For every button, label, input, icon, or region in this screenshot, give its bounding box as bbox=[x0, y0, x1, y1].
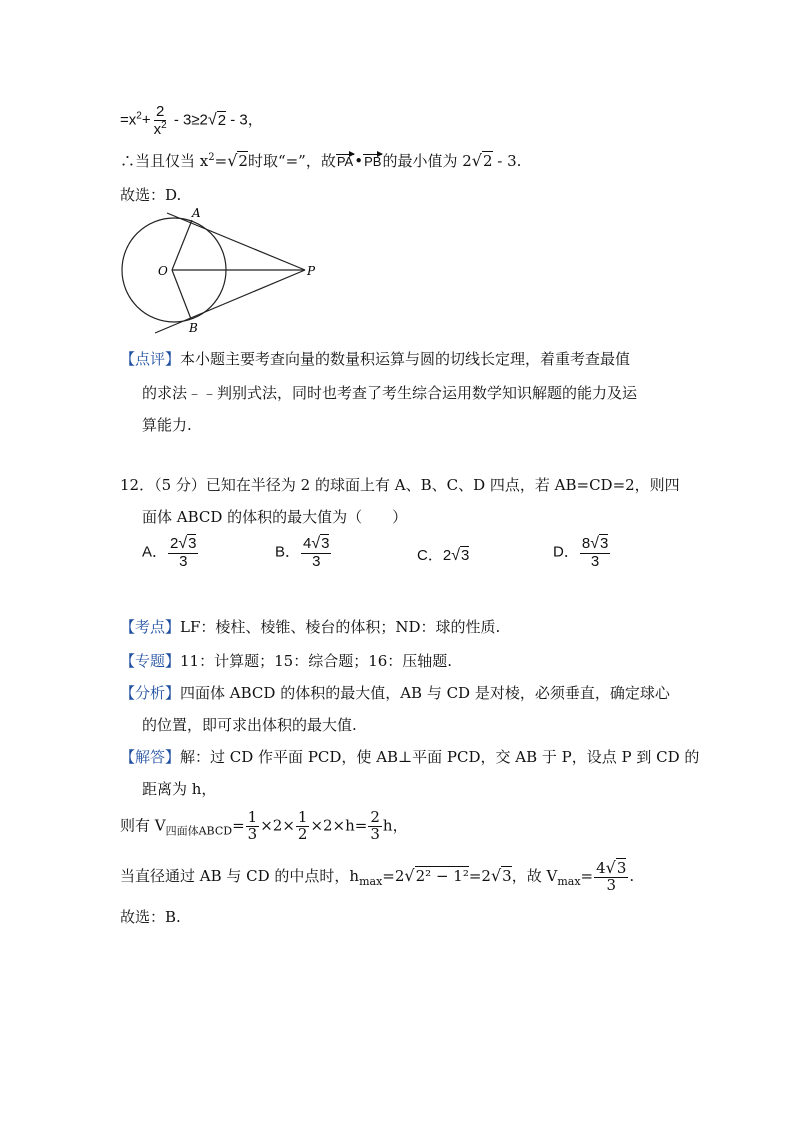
comment-line-1: 【点评】本小题主要考查向量的数量积运算与圆的切线长定理，着重考查最值 bbox=[120, 350, 631, 368]
jieda-line-1: 【解答】解：过 CD 作平面 PCD，使 AB⊥平面 PCD，交 AB 于 P，设点 P 到 CD 的 bbox=[120, 748, 700, 766]
conclusion-line: ∴当且仅当 $x^2=√2$时取“=”，故PA•PB的最小值为 2√2 - 3. bbox=[120, 151, 522, 170]
hmax-line: 当直径通过 AB 与 CD 的中点时，$h_{max}=2√2^2 - 1^2=2√3$，故 $V_{max}=$ $\frac{4√3}{3}$ . bbox=[120, 858, 635, 894]
comment-line-2: 的求法﹣﹣判别式法，同时也考查了考生综合运用数学知识解题的能力及运 bbox=[142, 384, 638, 402]
label-b: B bbox=[189, 321, 198, 335]
label-a: A bbox=[192, 206, 201, 220]
answer-line-12: 故选：B. bbox=[120, 908, 181, 926]
question-12-line-1: 12．（5 分）已知在半径为 2 的球面上有 A、B、C、D 四点，若 AB=CD=2，则四 bbox=[120, 476, 680, 494]
label-p: P bbox=[307, 264, 316, 278]
jieda-line-2: 距离为 h， bbox=[142, 780, 217, 798]
volume-formula-line: 则有 $V_{四面体ABCD}=$ $\frac{1}{3}$ ×2× $\frac{1}{2}$ ×2×h= $\frac{2}{3}$ h， bbox=[120, 808, 408, 843]
question-12-line-2: 面体 ABCD 的体积的最大值为（ ） bbox=[142, 508, 408, 526]
option-a: A． $\frac{2√3}{3}$ bbox=[142, 535, 197, 570]
zhuanti-line: 【专题】11：计算题；15：综合题；16：压轴题. bbox=[120, 652, 453, 670]
fenxi-line-2: 的位置，即可求出体积的最大值. bbox=[142, 716, 357, 734]
kaodian-line: 【考点】LF：棱柱、棱锥、棱台的体积；ND：球的性质. bbox=[120, 618, 501, 636]
tangent-circle-figure bbox=[115, 205, 330, 340]
label-o: O bbox=[158, 264, 168, 278]
option-d: D． $\frac{8√3}{3}$ bbox=[553, 535, 609, 570]
vector-pb: PB bbox=[364, 154, 382, 169]
fraction-2-over-x2: $\frac{2}{x^2}$ bbox=[153, 103, 167, 138]
option-b: B． $\frac{4√3}{3}$ bbox=[275, 535, 330, 570]
vector-pa: PA bbox=[336, 154, 354, 169]
fenxi-line-1: 【分析】四面体 ABCD 的体积的最大值，AB 与 CD 是对棱，必须垂直，确定球心 bbox=[120, 684, 670, 702]
answer-line-11: 故选：D. bbox=[120, 186, 182, 204]
option-c: C．2√3 bbox=[417, 547, 470, 564]
comment-line-3: 算能力. bbox=[142, 416, 192, 434]
formula-line-1: $=x^2+$ $\frac{2}{x^2}$ - 3≥2√2 - 3， bbox=[120, 103, 263, 138]
comment-tag: 【点评】 bbox=[120, 350, 181, 368]
